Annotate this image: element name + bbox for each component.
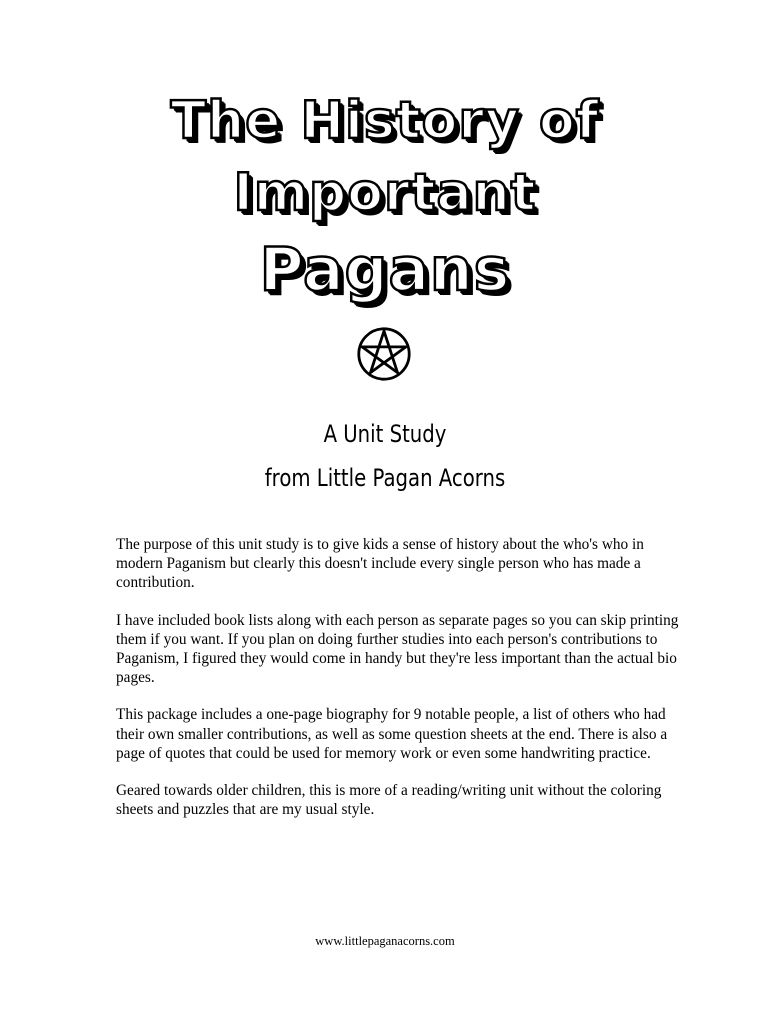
paragraph-book-lists: I have included book lists along with each person as separate pages so you can skip printing them if you want. If you plan on doing further studies into each person's contributions to Paganism, I figured they would come in handy but they're less important than the actual bio pages.: [116, 611, 679, 687]
body-text: [116, 535, 686, 837]
title-line-2: Important: [233, 163, 537, 223]
pentacle-icon: [356, 326, 412, 382]
title-line-3: Pagans: [259, 235, 511, 305]
footer-url: www.littlepaganacorns.com: [315, 934, 455, 948]
title-line-1: The History of: [170, 91, 600, 151]
paragraph-package-contents: This package includes a one-page biography for 9 notable people, a list of others who had their own smaller contributions, as well as some question sheets at the end. There is also a page of quotes that could be used for memory work or even some handwriting practice.: [116, 706, 668, 762]
subtitle-line-2: from Little Pagan Acorns: [264, 464, 506, 492]
subtitle-line-1: A Unit Study: [323, 420, 447, 448]
paragraph-purpose: The purpose of this unit study is to give kids a sense of history about the who's who in modern Paganism but clearly this doesn't include every single person who has made a contribution.: [116, 536, 644, 592]
paragraph-audience: Geared towards older children, this is more of a reading/writing unit without the coloring sheets and puzzles that are my usual style.: [116, 782, 662, 819]
